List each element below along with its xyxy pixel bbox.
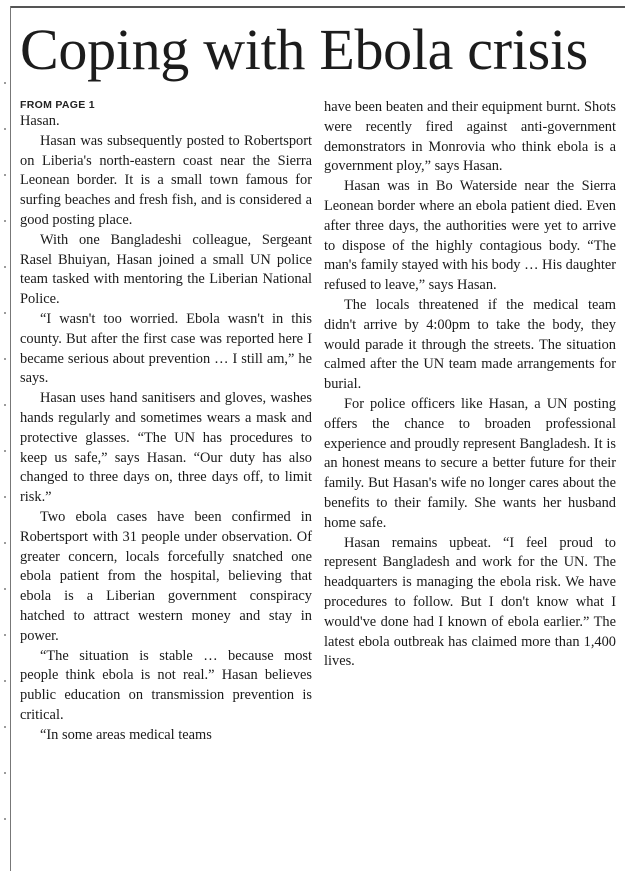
paragraph: With one Bangladeshi colleague, Sergeant Rasel Bhuiyan, Hasan joined a small UN police team tasked with mentoring the Liberian National Police. (20, 231, 312, 308)
page-edge-specks (3, 60, 7, 861)
right-column (324, 98, 616, 746)
jump-label: FROM PAGE 1 (20, 99, 95, 111)
paragraph: have been beaten and their equipment burnt. Shots were recently fired against anti-government demonstrators in Monrovia who think ebola is a government ploy,” says Hasan. (324, 99, 616, 175)
paragraph: For police officers like Hasan, a UN posting offers the chance to broaden professional experience and proudly represent Bangladesh. It is an honest means to secure a better future for their family. But Hasan's wife no longer cares about the benefits to their family. She wants her husband home safe. (324, 395, 616, 531)
article-body (20, 98, 617, 746)
paragraph: Hasan was subsequently posted to Robertsport on Liberia's north-eastern coast near the Sierra Leonean border. It is a small town famous for surfing beaches and fresh fish, and is considered a good posting place. (20, 132, 312, 228)
paragraph: “In some areas medical teams (40, 726, 212, 743)
top-rule (10, 6, 625, 8)
paragraph: Two ebola cases have been confirmed in Robertsport with 31 people under observation. Of greater concern, locals forcefully snatched one ebola patient from the hospital, believing that ebola is a Liberian government conspiracy hatched to attract western money and stay in power. (20, 508, 312, 644)
paragraph: Hasan remains upbeat. “I feel proud to represent Bangladesh and work for the UN. The headquarters is managing the ebola risk. We have procedures to follow. But I don't know what I would've done had I known of ebola earlier.” The latest ebola outbreak has claimed more than 1,400 lives. (324, 534, 616, 670)
left-column (20, 98, 312, 746)
headline: Coping with Ebola crisis (20, 17, 588, 82)
paragraph: “I wasn't too worried. Ebola wasn't in this county. But after the first case was reported here I became serious about prevention … I still am,” he says. (20, 310, 312, 387)
paragraph: The locals threatened if the medical team didn't arrive by 4:00pm to take the body, they would parade it through the streets. The situation calmed after the UN team made arrangements for burial. (324, 296, 616, 393)
paragraph: Hasan uses hand sanitisers and gloves, washes hands regularly and sometimes wears a mask and protective glasses. “The UN has procedures to keep us safe,” says Hasan. “Our duty has also changed to three days on, three days off, to limit risk.” (20, 390, 312, 506)
paragraph: “The situation is stable … because most people think ebola is not real.” Hasan believes public education on transmission prevention is critical. (20, 647, 312, 723)
paragraph: Hasan. (20, 113, 60, 129)
left-column-rule (10, 6, 11, 871)
paragraph: Hasan was in Bo Waterside near the Sierra Leonean border where an ebola patient died. Even after three days, the authorities were yet to arrive to dispose of the highly contagious body. “The man's family stayed with his body … His daughter refused to leave,” says Hasan. (324, 178, 616, 294)
